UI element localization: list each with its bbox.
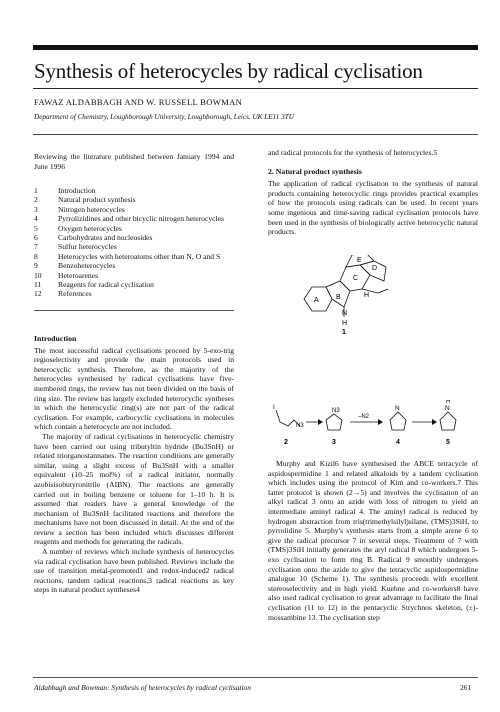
kim-protocol-scheme — [270, 400, 480, 450]
toc-label: References — [58, 289, 92, 299]
toc-number: 10 — [34, 270, 42, 280]
section-2-heading: 2. Natural product synthesis — [268, 166, 362, 176]
compound-label-5: 5 — [446, 439, 450, 446]
toc-number: 3 — [34, 204, 38, 214]
right-paragraph-0: and radical protocols for the synthesis of heterocycles.5 — [268, 148, 438, 157]
nitrogen-loss-label: –N2 — [358, 414, 370, 420]
review-note — [34, 152, 234, 171]
table-of-contents — [34, 186, 234, 299]
azide-label-3: N3 — [332, 408, 340, 414]
compound-label-4: 4 — [396, 439, 400, 446]
ring-label-e: E — [357, 257, 362, 264]
toc-label: Pyrrolizidines and other bicyclic nitrogen heterocycles — [58, 214, 224, 224]
right-column — [268, 148, 478, 237]
toc-number: 7 — [34, 242, 38, 252]
toc-number: 11 — [34, 280, 42, 290]
compound-label-1: 1 — [342, 329, 346, 335]
toc-number: 8 — [34, 251, 38, 261]
ring-label-c: C — [353, 275, 359, 282]
intro-paragraph-2: The majority of radical cyclisations in heterocyclic chemistry have been carried out using tributyltin hydride (Bu3SnH) or related triorganostannanes. The reaction conditions are generally similar, using a slight excess of Bu3SnH with a smaller equivalent (10–25 mol%) of a radical initiator, normally azobisisobutyronitrile (AIBN). The reactions are generally carried out in boiling benzene or toluene for 1–10 h. It is assumed that readers have a general knowledge of the mechanism of Bu3SnH facilitated reactions and therefore the mechanisms have not been discussed in detail. At the end of the review a section has been included which discusses different reagents and methods for generating the radicals. — [34, 431, 234, 547]
toc-item — [34, 186, 234, 195]
arrowhead-2 — [378, 419, 383, 425]
toc-item — [34, 252, 234, 261]
introduction-section — [34, 334, 234, 595]
intro-paragraph-1: The most successful radical cyclisations proceed by 5-exo-trig regioselectivity and provide the main protocols used in heterocyclic synthesis. Therefore, as the majority of the heterocycles synthesised by radical cyclisations have five-membered rings, the review has not been divided on the basis of ring size. The review has largely excluded heterocyclic syntheses in which the heterocyclic ring(s) are not part of the radical cyclisation. For example, carbocyclic cyclisations in molecules which contain a heterocycle are not included. — [34, 345, 234, 432]
toc-item — [34, 280, 234, 289]
toc-label: Natural product synthesis — [58, 195, 136, 205]
top-rule — [33, 45, 478, 50]
aspidospermidine-structure — [290, 255, 420, 335]
page-number: 261 — [460, 683, 472, 692]
toc-number: 4 — [34, 214, 38, 224]
toc-label: Introduction — [58, 186, 96, 195]
toc-number: 5 — [34, 223, 38, 233]
azide-label-2: N3 — [296, 423, 304, 429]
toc-label: Sulfur heterocycles — [58, 242, 117, 252]
header-rule — [33, 134, 478, 135]
toc-label: Benzoheterocycles — [58, 261, 116, 271]
toc-number: 2 — [34, 195, 38, 205]
intro-paragraph-3: A number of reviews which include synthesis of heterocycles via radical cyclisation have been published. Reviews include the use of transition metal-promoted1 and redox-induced2 radical reactions, tandem radical reactions,3 radical reactions as key steps in natural product syntheses4 — [34, 547, 234, 595]
atom-n-4: N — [395, 405, 400, 412]
toc-number: 12 — [34, 289, 42, 299]
toc-item — [34, 195, 234, 204]
toc-item — [34, 214, 234, 223]
authors: FAWAZ ALDABBAGH AND W. RUSSELL BOWMAN — [34, 97, 243, 107]
compound-label-3: 3 — [332, 439, 336, 446]
toc-label: Reagents for radical cyclisation — [58, 280, 154, 290]
atom-i: I — [273, 404, 275, 411]
atom-n-1: N — [342, 310, 348, 317]
toc-item — [34, 242, 234, 251]
toc-label: Nitrogen heterocycles — [58, 204, 125, 214]
review-note-text: Reviewing the literature published between January 1994 and June 1996 — [34, 152, 234, 171]
arrowhead-3 — [432, 419, 437, 425]
running-footer: Aldabbagh and Bowman: Synthesis of heterocycles by radical cyclisation — [34, 683, 251, 692]
section-2-paragraph-1: The application of radical cyclisation to the synthesis of natural products containing heterocyclic rings provides practical examples of how the protocols using radicals can be used. In recent years some ingenious and time-saving radical cyclisation protocols have been used in the synthesis of biologically active heterocyclic natural products. — [268, 179, 478, 237]
toc-item — [34, 271, 234, 280]
compound-label-2: 2 — [284, 439, 288, 446]
toc-label: Carbohydrates and nucleosides — [58, 233, 153, 243]
toc-number: 9 — [34, 261, 38, 271]
footer-rule — [33, 677, 478, 678]
toc-number: 1 — [34, 186, 38, 195]
ring-label-d: D — [372, 265, 378, 272]
atom-n-5: N — [445, 405, 450, 412]
toc-rule — [34, 310, 234, 311]
atom-h-1: H — [342, 320, 348, 327]
toc-item — [34, 289, 234, 298]
section-2-paragraph-2: Murphy and Kizil6 have synthesised the ABCE tetracycle of aspidospermidine 1 and related alkaloids by a tandem cyclisation which includes using the protocol of Kim and co-workers.7 This latter protocol is shown (2→5) and involves the cyclisation of an alkyl radical 3 onto an azide with loss of nitrogen to yield an intermediate aminyl radical 4. The aminyl radical is reduced by hydrogen abstraction from tris(trimethylsilyl)silane, (TMS)3SiH, to pyrrolidine 5. Murphy's synthesis starts from a simple arene 6 to give the radical precursor 7 in several steps. Treatment of 7 with (TMS)3SiH initially generates the aryl radical 8 which undergoes 5-exo cyclisation to form ring B. Radical 9 smoothly undergoes cyclisation onto the azide to give the tetracyclic aspidospermidine analogue 10 (Scheme 1). The synthesis proceeds with excellent stereoselectivity and in high yield. Kuehne and co-workers8 have also used radical cyclisation to great advantage to facilitate the final cyclisation (11 to 12) in the pentacyclic Strychnos skeleton, (±)-mossambine 13. The cyclisation step — [268, 459, 478, 622]
toc-item — [34, 205, 234, 214]
toc-label: Heteroarenes — [58, 270, 99, 280]
ring-label-a: A — [314, 297, 319, 304]
introduction-heading: Introduction — [34, 334, 77, 343]
toc-item — [34, 224, 234, 233]
toc-label: Oxygen heterocycles — [58, 223, 122, 233]
toc-label: Heterocycles with heteroatoms other than N, O and S — [58, 251, 221, 261]
right-column-lower — [268, 459, 478, 622]
article-title: Synthesis of heterocycles by radical cyclisation — [34, 59, 423, 83]
arrowhead-1 — [318, 419, 323, 425]
ring-label-b: B — [336, 294, 341, 301]
toc-item — [34, 261, 234, 270]
toc-number: 6 — [34, 233, 38, 243]
affiliation: Department of Chemistry, Loughborough University, Loughborough, Leics. UK LE11 3TU — [34, 113, 294, 121]
atom-h-5: H — [446, 400, 451, 405]
atom-h-2: H — [364, 292, 370, 299]
title-rule — [33, 88, 478, 89]
toc-item — [34, 233, 234, 242]
